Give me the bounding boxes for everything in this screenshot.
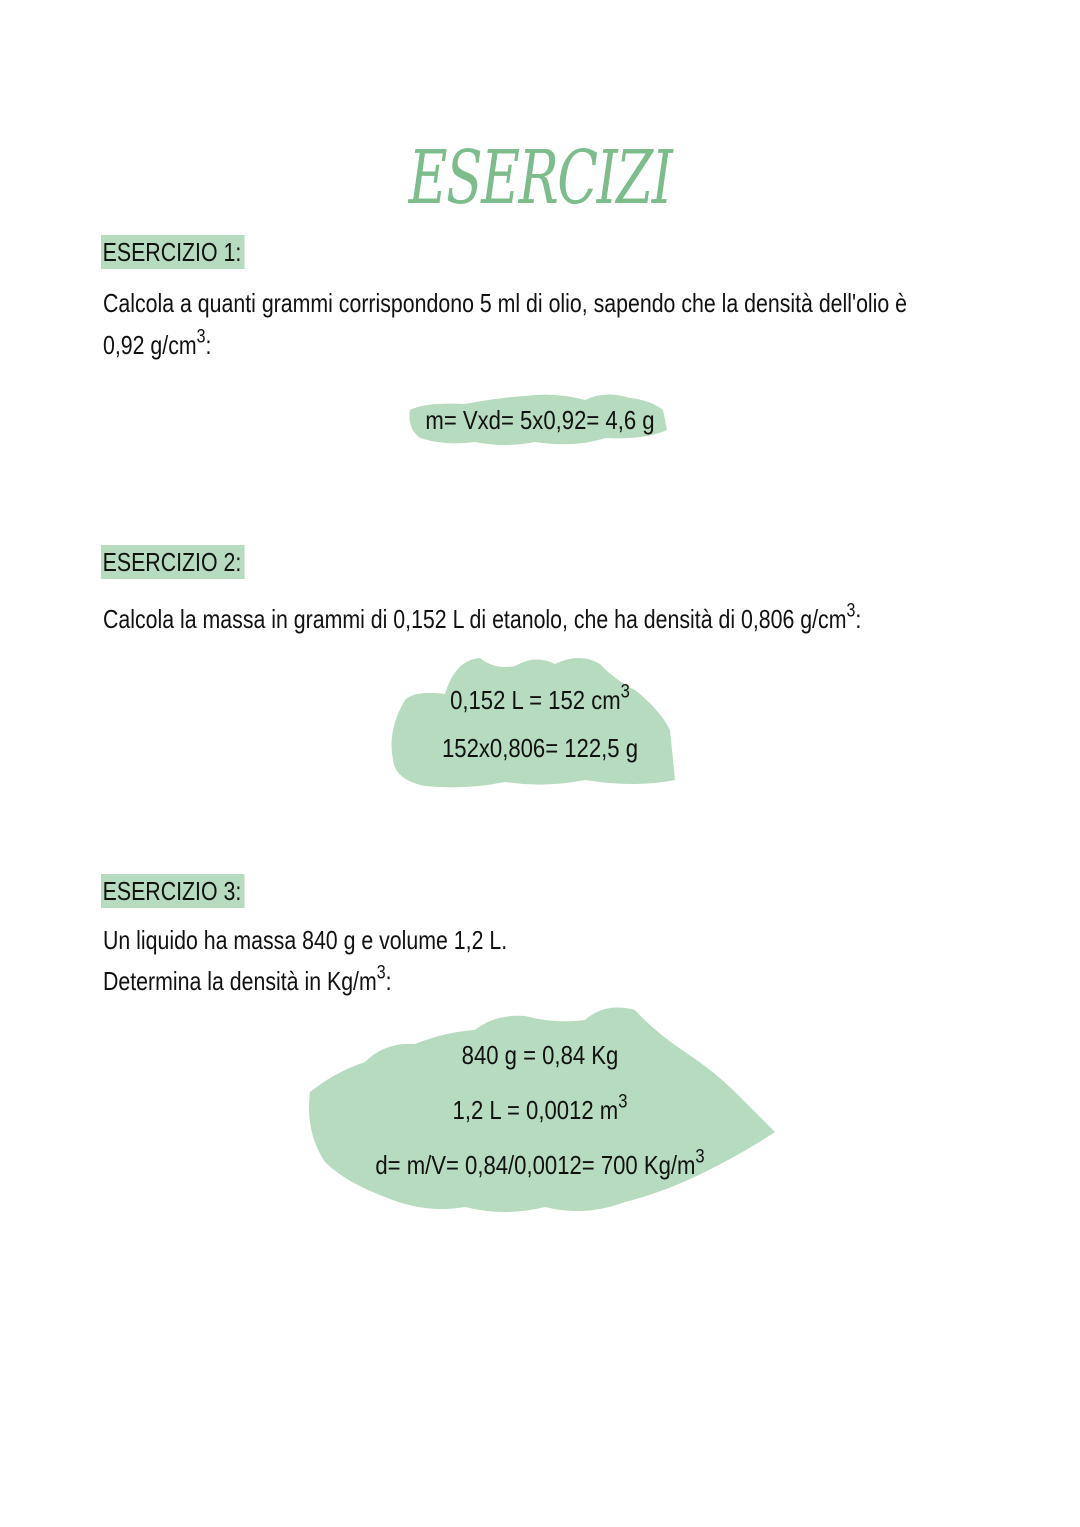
exercise-2-solution-line2: 152x0,806= 122,5 g xyxy=(441,733,639,763)
exercise-3-solution-line2: 1,2 L = 0,0012 $m^3$ xyxy=(452,1090,628,1125)
exercise-3-prompt-line2: Determina la densità in $Kg/m^3$: xyxy=(103,961,392,996)
exercise-1-solution-line1: m= Vxd= 5x0,92= 4,6 g xyxy=(425,405,655,435)
page-title: ESERCIZI xyxy=(408,135,672,221)
exercise-3-heading-text: ESERCIZIO 3: xyxy=(101,874,245,908)
exercise-1-heading-text: ESERCIZIO 1: xyxy=(101,235,245,269)
solution-2-highlight xyxy=(385,650,680,792)
exercise-1-prompt-line2: 0,92 $g/cm^3$: xyxy=(103,325,212,360)
exercise-3-prompt-line1: Un liquido ha massa 840 g e volume 1,2 L. xyxy=(103,925,508,955)
exercise-2-prompt-line1: Calcola la massa in grammi di 0,152 L di etanolo, che ha densità di 0,806 $g/cm^3$: xyxy=(103,599,862,634)
exercise-3-heading xyxy=(101,876,245,907)
exercise-2-solution-line1: 0,152 L = 152 $cm^3$ xyxy=(450,680,630,715)
exercise-3-solution-line1: 840 g = 0,84 Kg xyxy=(461,1040,619,1070)
exercise-1-prompt-line1: Calcola a quanti grammi corrispondono 5 ml di olio, sapendo che la densità dell'olio è xyxy=(103,288,908,318)
exercise-3-solution-line3: d= m/V= 0,84/0,0012= 700 $Kg/m^3$ xyxy=(375,1145,705,1180)
exercise-2-heading xyxy=(101,547,245,578)
exercise-2-heading-text: ESERCIZIO 2: xyxy=(101,545,245,579)
exercise-1-heading xyxy=(101,237,245,268)
